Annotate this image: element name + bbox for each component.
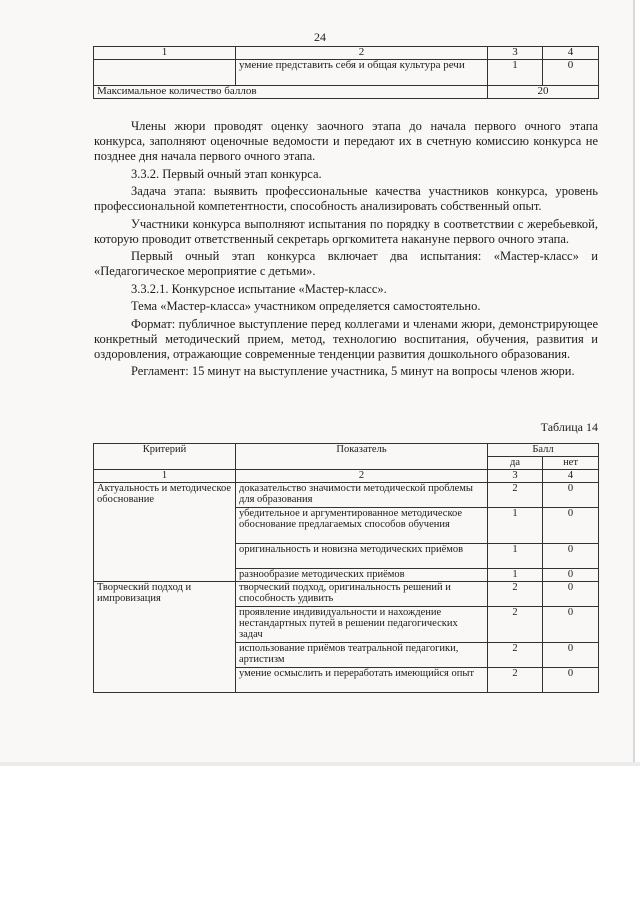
column-number-1: 1 [94,470,236,483]
indicator-cell: доказательство значимости методической проблемы для образования [236,483,488,508]
column-number-1: 1 [94,47,236,60]
column-number-4: 4 [543,470,599,483]
yes-score-cell: 1 [488,569,543,582]
max-score-label: Максимальное количество баллов [94,86,488,99]
section-heading: 3.3.2.1. Конкурсное испытание «Мастер-класс». [131,281,387,296]
yes-score-cell: 2 [488,643,543,668]
table-caption: Таблица 14 [540,420,598,434]
column-number-2: 2 [236,470,488,483]
header-indicator: Показатель [236,444,488,470]
criterion-cell: Актуальность и методическое обоснование [94,483,236,582]
section-heading: 3.3.2. Первый очный этап конкурса. [131,166,322,181]
no-score-cell: 0 [543,60,599,86]
header-criterion: Критерий [94,444,236,470]
indicator-cell: разнообразие методических приёмов [236,569,488,582]
indicator-cell: оригинальность и новизна методических приёмов [236,544,488,569]
scores-table-continued [93,46,599,99]
no-score-cell: 0 [543,668,599,693]
criteria-table [93,443,599,693]
paragraph: Тема «Мастер-класса» участником определяется самостоятельно. [131,299,481,313]
criterion-cell: Творческий подход и импровизация [94,582,236,693]
no-score-cell: 0 [543,607,599,643]
yes-score-cell: 2 [488,483,543,508]
body-text [94,119,598,382]
paragraph: Первый очный этап конкурса включает два испытания: «Мастер-класс» и «Педагогическое мероприятие с детьми». [94,249,598,278]
yes-score-cell: 2 [488,607,543,643]
yes-score-cell: 1 [488,544,543,569]
paragraph: Члены жюри проводят оценку заочного этапа до начала первого очного этапа конкурса, заполняют оценочные ведомости и передают их в счетную комиссию конкурса не позднее дня начала первого очного этапа. [94,119,598,163]
header-yes: да [488,457,543,470]
paragraph: Формат: публичное выступление перед коллегами и членами жюри, демонстрирующее конкретный методический прием, метод, технологию воспитания, обучения, развития и оздоровления, отражающие современные тенденции развития дошкольного образования. [94,316,598,361]
header-no: нет [543,457,599,470]
indicator-cell: творческий подход, оригинальность решений и способность удивить [236,582,488,607]
no-score-cell: 0 [543,544,599,569]
column-number-4: 4 [543,47,599,60]
paragraph: Регламент: 15 минут на выступление участника, 5 минут на вопросы членов жюри. [131,364,575,378]
page-number: 24 [314,30,326,44]
column-number-3: 3 [488,470,543,483]
yes-score-cell: 2 [488,668,543,693]
yes-score-cell: 2 [488,582,543,607]
indicator-cell: умение осмыслить и переработать имеющийся опыт [236,668,488,693]
no-score-cell: 0 [543,643,599,668]
indicator-cell: умение представить себя и общая культура речи [236,60,488,86]
indicator-cell: убедительное и аргументированное методическое обоснование предлагаемых способов обучения [236,508,488,544]
column-number-2: 2 [236,47,488,60]
column-number-3: 3 [488,47,543,60]
yes-score-cell: 1 [488,60,543,86]
no-score-cell: 0 [543,508,599,544]
indicator-cell: проявление индивидуальности и нахождение нестандартных путей в решении педагогических задач [236,607,488,643]
max-score-value: 20 [488,86,599,99]
paragraph: Участники конкурса выполняют испытания по порядку в соответствии с жеребьевкой, которую проводит ответственный секретарь оргкомитета накануне первого очного этапа. [94,216,598,246]
yes-score-cell: 1 [488,508,543,544]
no-score-cell: 0 [543,569,599,582]
no-score-cell: 0 [543,483,599,508]
paragraph: Задача этапа: выявить профессиональные качества участников конкурса, уровень профессиональной компетентности, способность анализировать собственный опыт. [94,184,598,213]
header-score: Балл [488,444,599,457]
indicator-cell: использование приёмов театральной педагогики, артистизм [236,643,488,668]
page-edge [0,762,640,766]
criterion-cell-empty [94,60,236,86]
no-score-cell: 0 [543,582,599,607]
